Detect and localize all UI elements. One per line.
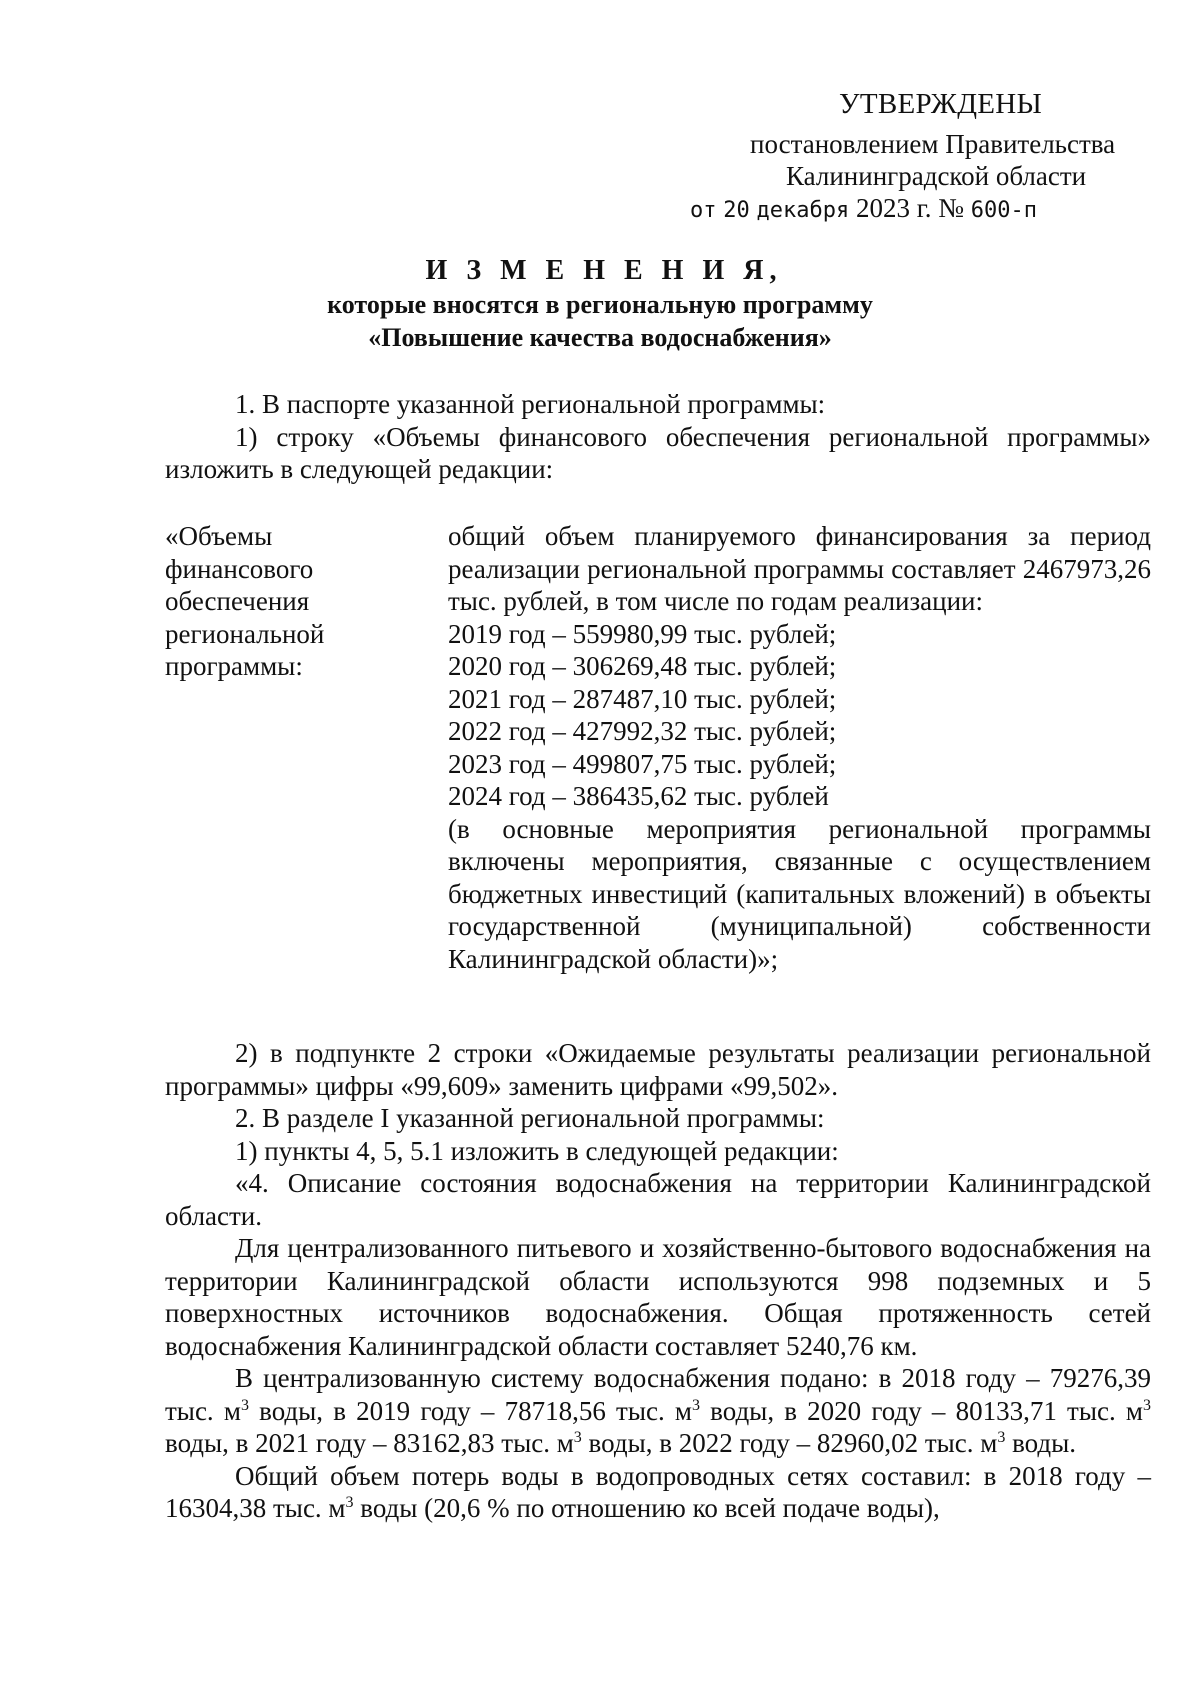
passport-label [165,520,425,683]
date-year: 2023 г. № [855,193,965,223]
passport-year-line: 2021 год – 287487,10 тыс. рублей; [448,683,837,714]
superscript: 3 [240,1396,249,1414]
passport-year-line: 2019 год – 559980,99 тыс. рублей; [448,618,837,649]
section-1 [165,388,1151,486]
superscript: 3 [345,1494,354,1511]
paragraph: 1) пункты 4, 5, 5.1 изложить в следующей редакции: [235,1135,839,1166]
superscript: 3 [691,1396,700,1414]
approval-line-1: постановлением Правительства [750,129,1116,159]
text-run: Общий объем потерь воды в водопроводных сетях составил: в 2018 году – 16304,38 тыс. м [165,1460,1151,1523]
paragraph: «4. Описание состояния водоснабжения на территории Калининградской области. [165,1168,1151,1231]
superscript: 3 [573,1429,582,1446]
passport-label-line: региональной [165,618,325,649]
document-title: И З М Е Н Е Н И Я, [425,255,783,286]
passport-label-line: финансового [165,553,314,584]
passport-label-line: обеспечения [165,586,310,616]
passport-label-line: «Объемы [165,521,273,551]
passport-note: (в основные мероприятия региональной программы включены мероприятия, связанные с осуществлением бюджетных инвестиций (капитальных вложений) в объекты государственной (муниципальной) собственности Калининградской области)»; [448,813,1151,974]
passport-year-line: 2023 год – 499807,75 тыс. рублей; [448,748,837,779]
passport-year-line: 2022 год – 427992,32 тыс. рублей; [448,716,837,746]
passport-year-line: 2024 год – 386435,62 тыс. рублей [448,781,829,811]
passport-value [448,520,1151,975]
text-run: воды, в 2019 году – 78718,56 тыс. м [248,1395,692,1426]
paragraph: 1) строку «Объемы финансового обеспечения региональной программы» изложить в следующей редакции: [165,421,1151,484]
passport-year-line: 2020 год – 306269,48 тыс. рублей; [448,651,837,681]
approval-title: УТВЕРЖДЕНЫ [839,88,1043,120]
date-day: 20 [723,198,750,223]
text-run: В централизованную систему водоснабжения подано: в 2018 году – 79276,39 тыс. м [165,1363,1151,1426]
paragraph: 1. В паспорте указанной региональной программы: [235,389,826,419]
text-run: воды, в 2022 году – 82960,02 тыс. м [581,1428,998,1458]
document-subtitle-1: которые вносятся в региональную программу [327,290,873,319]
approval-line-2: Калининградской области [786,161,1087,191]
passport-label-line: программы: [165,651,303,681]
text-run: воды. [1005,1428,1077,1458]
superscript: 3 [1142,1396,1151,1414]
text-run: воды, в 2020 году – 80133,71 тыс. м [699,1395,1143,1426]
paragraph-water-losses [165,1460,1151,1525]
date-number: 600-п [970,198,1037,223]
paragraph: 2. В разделе I указанной региональной программы: [235,1103,825,1133]
passport-intro: общий объем планируемого финансирования за период реализации региональной программы составляет 2467973,26 тыс. рублей, в том числе по годам реализации: [448,521,1151,616]
document-subtitle-2: «Повышение качества водоснабжения» [368,323,832,352]
paragraph-water-supply [165,1362,1151,1460]
date-prefix: от [690,198,717,223]
approval-date [690,192,1037,227]
text-run: воды (20,6 % по отношению ко всей подаче воды), [353,1493,940,1523]
text-run: воды, в 2021 году – 83162,83 тыс. м [165,1428,574,1458]
paragraph: Для централизованного питьевого и хозяйственно-бытового водоснабжения на территории Калининградской области используются 998 подземных и 5 поверхностных источников водоснабжения. Общая протяженность сетей водоснабжения Калининградской области составляет 5240,76 км. [165,1233,1151,1361]
paragraph: 2) в подпункте 2 строки «Ожидаемые результаты реализации региональной программы» цифры «99,609» заменить цифрами «99,502». [165,1038,1151,1101]
date-month: декабря [756,198,850,223]
superscript: 3 [997,1429,1006,1446]
section-2 [165,1037,1151,1525]
